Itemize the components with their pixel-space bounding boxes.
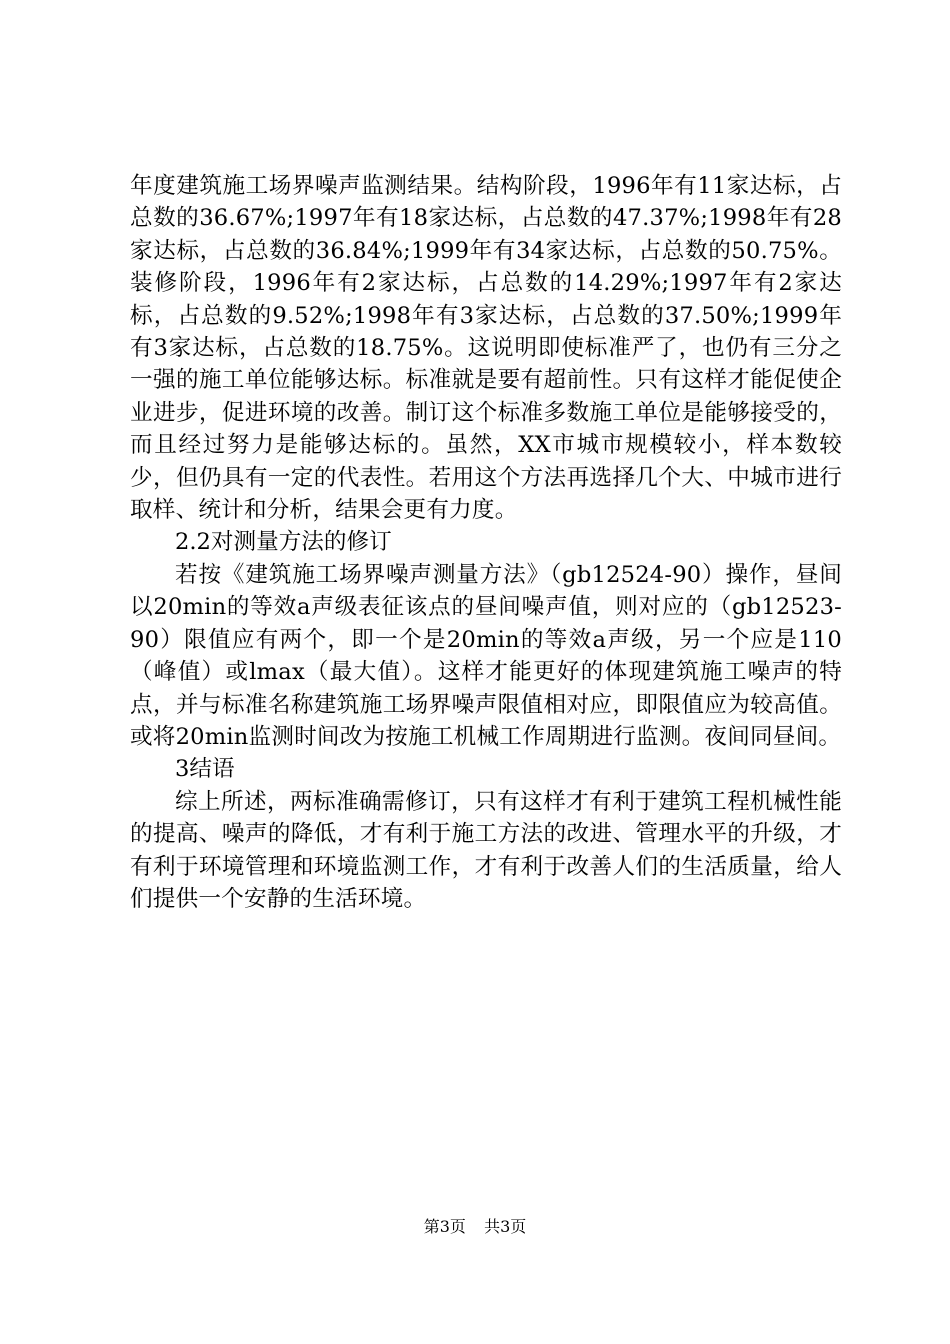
document-body [130,170,842,915]
section-heading-3: 3结语 [175,756,235,783]
page-total: 共3页 [484,1217,527,1236]
section-heading-2-2: 2.2对测量方法的修订 [175,529,392,556]
paragraph-measurement-method: 若按《建筑施工场界噪声测量方法》（gb12524-90）操作，昼间以20min的等效a声级表征该点的昼间噪声值，则对应的（gb12523-90）限值应有两个，即一个是20min的等效a声级，另一个应是110（峰值）或lmax（最大值）。这样才能更好的体现建筑施工噪声的特点，并与标准名称建筑施工场界噪声限值相对应，即限值应为较高值。或将20min监测时间改为按施工机械工作周期进行监测。夜间同昼间。 [130,561,842,750]
paragraph-conclusion: 综上所述，两标准确需修订，只有这样才有利于建筑工程机械性能的提高、噪声的降低，才有利于施工方法的改进、管理水平的升级，才有利于环境管理和环境监测工作，才有利于改善人们的生活质量，给人们提供一个安静的生活环境。 [130,788,842,912]
page-number: 第3页 [423,1217,466,1236]
paragraph-survey-results: 年度建筑施工场界噪声监测结果。结构阶段，1996年有11家达标，占总数的36.67%;1997年有18家达标，占总数的47.37%;1998年有28家达标，占总数的36.84%;1999年有34家达标，占总数的50.75%。装修阶段，1996年有2家达标，占总数的14.29%;1997年有2家达标，占总数的9.52%;1998年有3家达标，占总数的37.50%;1999年有3家达标，占总数的18.75%。这说明即使标准严了，也仍有三分之一强的施工单位能够达标。标准就是要有超前性。只有这样才能促使企业进步，促进环境的改善。制订这个标准多数施工单位是能够接受的，而且经过努力是能够达标的。虽然，XX市城市规模较小，样本数较少，但仍具有一定的代表性。若用这个方法再选择几个大、中城市进行取样、统计和分析，结果会更有力度。 [130,173,842,524]
page-footer [0,1216,950,1238]
